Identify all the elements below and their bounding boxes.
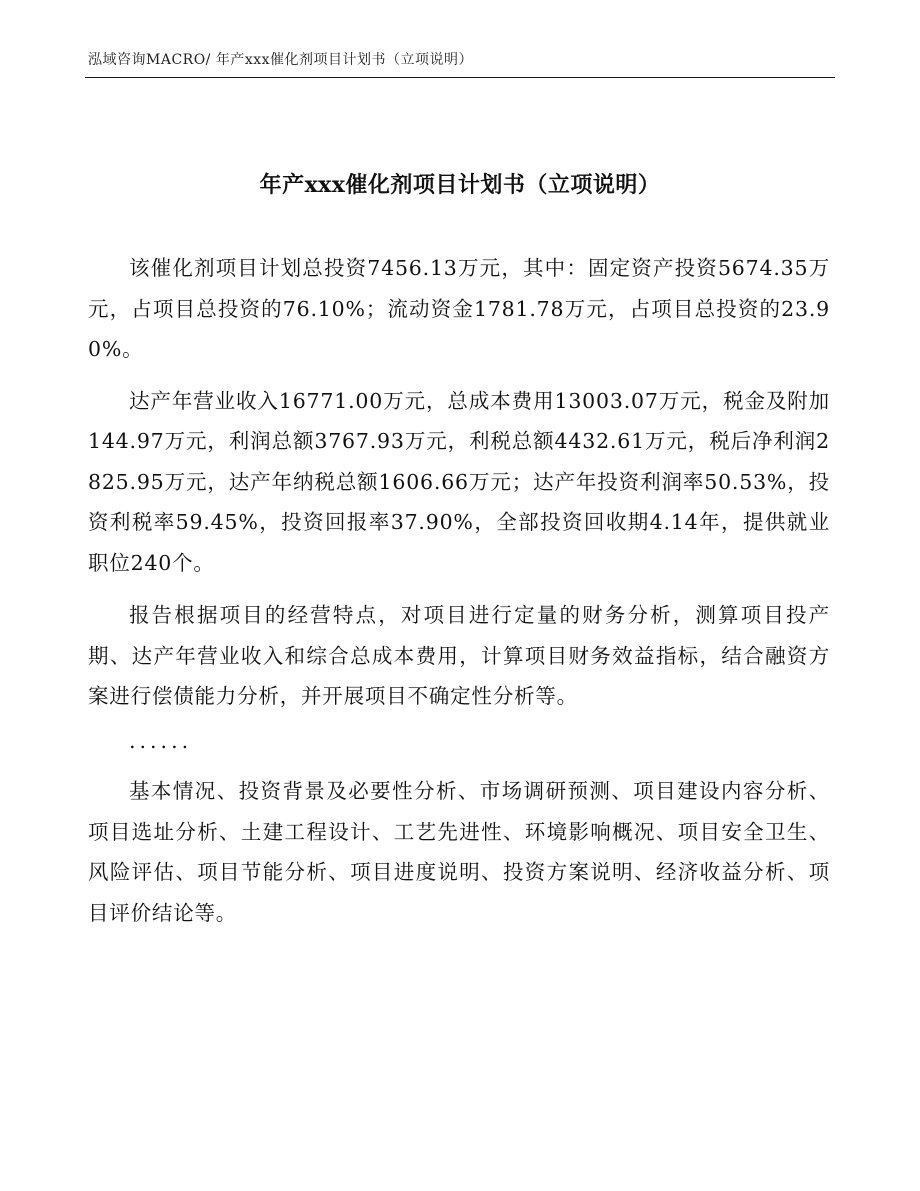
paragraph-contents-list: 基本情况、投资背景及必要性分析、市场调研预测、项目建设内容分析、项目选址分析、土建工程设计、工艺先进性、环境影响概况、项目安全卫生、风险评估、项目节能分析、项目进度说明、投资方案说明、经济收益分析、项目评价结论等。	[88, 779, 830, 925]
paragraph-ellipsis: ......	[129, 728, 193, 753]
document-title: 年产xxx催化剂项目计划书（立项说明）	[259, 172, 661, 198]
paragraph-investment-summary: 该催化剂项目计划总投资7456.13万元，其中：固定资产投资5674.35万元，占项目总投资的76.10%；流动资金1781.78万元，占项目总投资的23.90%。	[88, 256, 830, 361]
paragraph-report-scope: 报告根据项目的经营特点，对项目进行定量的财务分析，测算项目投产期、达产年营业收入和综合总成本费用，计算项目财务效益指标，结合融资方案进行偿债能力分析，并开展项目不确定性分析等。	[88, 603, 830, 708]
paragraph-financial-indicators: 达产年营业收入16771.00万元，总成本费用13003.07万元，税金及附加144.97万元，利润总额3767.93万元，利税总额4432.61万元，税后净利润2825.95万元，达产年纳税总额1606.66万元；达产年投资利润率50.53%，投资利税率59.45%，投资回报率37.90%，全部投资回收期4.14年，提供就业职位240个。	[88, 388, 830, 575]
document-body	[88, 248, 830, 935]
running-header: 泓域咨询MACRO/ 年产xxx催化剂项目计划书（立项说明）	[88, 52, 474, 68]
header-divider	[85, 77, 835, 78]
